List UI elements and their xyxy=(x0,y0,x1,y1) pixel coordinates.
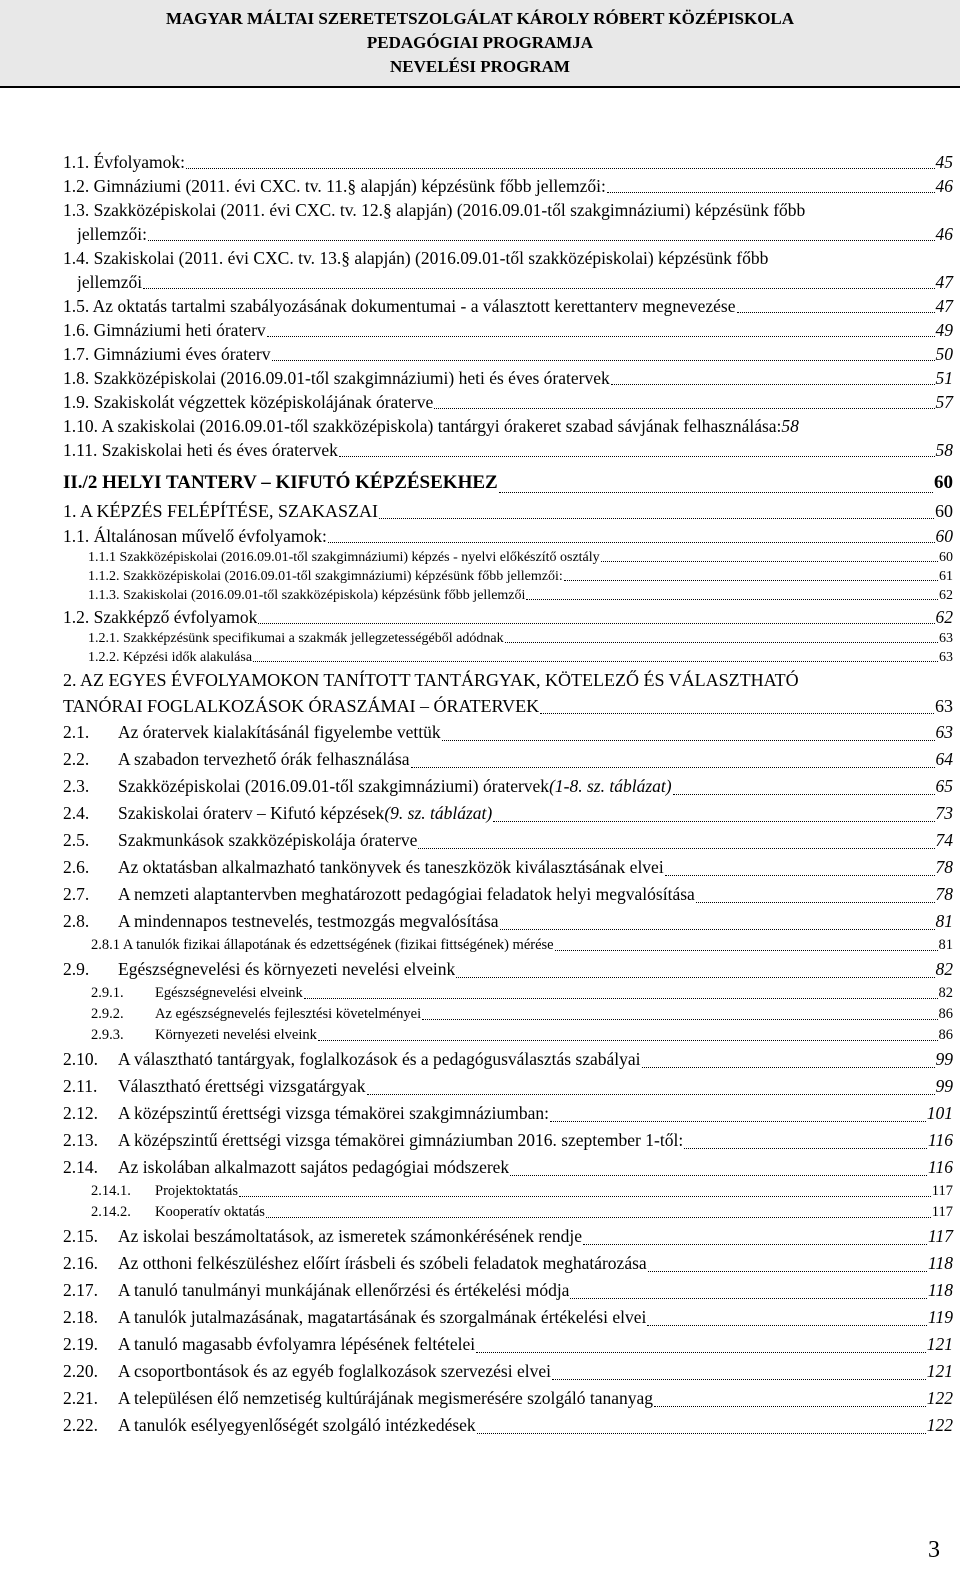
toc-entry[interactable]: 1.2.1. Szakképzésünk specifikumai a szakmák jellegzetességéből adódnak 63 xyxy=(88,631,953,646)
toc-page: 62 xyxy=(939,588,953,603)
toc-entry[interactable]: 2.8.1 A tanulók fizikai állapotának és edzettségének (fizikai fittségének) mérése 81 xyxy=(63,935,953,956)
toc-page: 116 xyxy=(928,1130,953,1150)
toc-entry[interactable]: 2.17. A tanuló tanulmányi munkájának ellenőrzési és értékelési módja 118 xyxy=(63,1277,953,1304)
toc-page: 82 xyxy=(938,985,953,1001)
toc-entry[interactable]: 1.10. A szakiskolai (2016.09.01-től szakközépiskola) tantárgyi órakeret szabad sávjának felhasználása: 58 xyxy=(63,416,799,436)
toc-page: 78 xyxy=(935,857,953,877)
toc-page: 60 xyxy=(935,526,953,546)
toc-entry[interactable]: 1.1. Általánosan művelő évfolyamok: 60 xyxy=(63,526,953,546)
toc-entry[interactable]: 2. AZ EGYES ÉVFOLYAMOKON TANÍTOTT TANTÁRGYAK, KÖTELEZŐ ÉS VÁLASZTHATÓ TANÓRAI FOGLALKOZÁSOK ÓRASZÁMAI – ÓRATERVEK 63 xyxy=(63,667,953,719)
toc-entry[interactable]: 2.15. Az iskolai beszámoltatások, az ismeretek számonkérésének rendje 117 xyxy=(63,1223,953,1250)
toc-page: 58 xyxy=(935,440,953,460)
toc-page: 65 xyxy=(935,776,953,796)
toc-page: 81 xyxy=(938,937,953,953)
toc-page: 122 xyxy=(926,1415,953,1435)
toc-page: 99 xyxy=(935,1076,953,1096)
toc-entry[interactable]: 2.1. Az óratervek kialakításánál figyelembe vettük 63 xyxy=(63,719,953,746)
toc-entry[interactable]: 1.11. Szakiskolai heti és éves óratervek 58 xyxy=(63,440,953,460)
toc-page: 60 xyxy=(934,472,953,493)
toc-entry[interactable]: 1.2. Gimnáziumi (2011. évi CXC. tv. 11.§ alapján) képzésünk főbb jellemzői: 46 xyxy=(63,176,953,196)
toc-page: 51 xyxy=(935,368,953,388)
toc-entry[interactable]: 2.7. A nemzeti alaptantervben meghatározott pedagógiai feladatok helyi megvalósítása 78 xyxy=(63,881,953,908)
toc-page: 117 xyxy=(931,1183,953,1199)
toc-entry[interactable]: 2.19. A tanuló magasabb évfolyamra lépésének feltételei 121 xyxy=(63,1331,953,1358)
toc-page: 46 xyxy=(935,224,953,244)
toc-entry[interactable]: 1.9. Szakiskolát végzettek középiskolájának óraterve 57 xyxy=(63,392,953,412)
toc-page: 63 xyxy=(939,650,953,665)
toc-page: 118 xyxy=(928,1280,953,1300)
toc-page: 117 xyxy=(928,1226,953,1246)
toc-entry[interactable]: 1.8. Szakközépiskolai (2016.09.01-től szakgimnáziumi) heti és éves óratervek 51 xyxy=(63,368,953,388)
toc-page: 118 xyxy=(928,1253,953,1273)
section-title: NEVELÉSI PROGRAM xyxy=(390,57,570,76)
toc-entry[interactable]: 2.18. A tanulók jutalmazásának, magatartásának és szorgalmának értékelési elvei 119 xyxy=(63,1304,953,1331)
toc-page: 74 xyxy=(935,830,953,850)
document-header xyxy=(0,0,960,88)
toc-page: 62 xyxy=(935,607,953,627)
toc-page: 45 xyxy=(935,152,953,172)
toc-entry[interactable]: 2.3. Szakközépiskolai (2016.09.01-től szakgimnáziumi) óratervek (1-8. sz. táblázat) 65 xyxy=(63,773,953,800)
toc-page: 63 xyxy=(935,696,953,716)
toc-page: 63 xyxy=(935,722,953,742)
toc-page: 101 xyxy=(926,1103,953,1123)
toc-entry[interactable]: 2.9. Egészségnevelési és környezeti nevelési elveink 82 xyxy=(63,956,953,983)
toc-entry[interactable]: 2.14.1. Projektoktatás 117 xyxy=(63,1181,953,1202)
toc-page: 63 xyxy=(939,631,953,646)
toc-page: 99 xyxy=(935,1049,953,1069)
toc-entry[interactable]: 2.9.3. Környezeti nevelési elveink 86 xyxy=(63,1025,953,1046)
toc-entry[interactable]: 2.5. Szakmunkások szakközépiskolája óraterve 74 xyxy=(63,827,953,854)
toc-entry[interactable]: 2.12. A középszintű érettségi vizsga témakörei szakgimnáziumban: 101 xyxy=(63,1100,953,1127)
page-number: 3 xyxy=(928,1537,940,1563)
toc-page: 119 xyxy=(928,1307,953,1327)
toc-entry[interactable]: 2.10. A választható tantárgyak, foglalkozások és a pedagógusválasztás szabályai 99 xyxy=(63,1046,953,1073)
toc-entry[interactable]: 2.9.1. Egészségnevelési elveink 82 xyxy=(63,983,953,1004)
toc-page: 117 xyxy=(931,1204,953,1220)
toc-page: 46 xyxy=(935,176,953,196)
toc-entry[interactable]: 1.2. Szakképző évfolyamok 62 xyxy=(63,607,953,627)
toc-page: 49 xyxy=(935,320,953,340)
toc-entry[interactable]: 2.14.2. Kooperatív oktatás 117 xyxy=(63,1202,953,1223)
toc-page: 86 xyxy=(938,1006,953,1022)
school-name: MAGYAR MÁLTAI SZERETETSZOLGÁLAT KÁROLY RÓBERT KÖZÉPISKOLA xyxy=(165,9,795,28)
toc-entry[interactable]: 2.14. Az iskolában alkalmazott sajátos pedagógiai módszerek 116 xyxy=(63,1154,953,1181)
toc-entry[interactable]: 1.4. Szakiskolai (2011. évi CXC. tv. 13.§ alapján) (2016.09.01-től szakközépiskolai) képzésünk főbb jellemzői 47 xyxy=(63,248,953,292)
toc-page: 64 xyxy=(935,749,953,769)
toc-page: 122 xyxy=(926,1388,953,1408)
toc-entry[interactable]: 1. A KÉPZÉS FELÉPÍTÉSE, SZAKASZAI 60 xyxy=(63,498,953,524)
toc-entry[interactable]: 2.11. Választható érettségi vizsgatárgyak 99 xyxy=(63,1073,953,1100)
toc-entry[interactable]: 2.9.2. Az egészségnevelés fejlesztési követelményei 86 xyxy=(63,1004,953,1025)
toc-entry[interactable]: 2.13. A középszintű érettségi vizsga témakörei gimnáziumban 2016. szeptember 1-től: 116 xyxy=(63,1127,953,1154)
toc-page: 57 xyxy=(935,392,953,412)
toc-page: 121 xyxy=(926,1361,953,1381)
toc-page: 58 xyxy=(781,416,799,436)
toc-entry[interactable]: 1.1.2. Szakközépiskolai (2016.09.01-től szakgimnáziumi) képzésünk főbb jellemzői: 61 xyxy=(88,569,953,584)
toc-entry[interactable]: 1.1. Évfolyamok: 45 xyxy=(63,152,953,172)
toc-entry[interactable]: 2.4. Szakiskolai óraterv – Kifutó képzések (9. sz. táblázat) 73 xyxy=(63,800,953,827)
toc-page: 60 xyxy=(935,501,953,521)
toc-page: 73 xyxy=(935,803,953,823)
toc-entry[interactable]: 2.21. A településen élő nemzetiség kultúrájának megismerésére szolgáló tananyag 122 xyxy=(63,1385,953,1412)
toc-page: 47 xyxy=(935,296,953,316)
toc-entry[interactable]: 1.1.1 Szakközépiskolai (2016.09.01-től szakgimnáziumi) képzés - nyelvi előkészítő osztály 60 xyxy=(88,550,953,565)
toc-entry[interactable]: 2.22. A tanulók esélyegyenlőségét szolgáló intézkedések 122 xyxy=(63,1412,953,1439)
program-title: PEDAGÓGIAI PROGRAMJA xyxy=(366,33,594,52)
toc-page: 82 xyxy=(935,959,953,979)
toc-page: 47 xyxy=(935,272,953,292)
table-of-contents xyxy=(63,150,953,1439)
toc-entry[interactable]: 2.16. Az otthoni felkészüléshez előírt írásbeli és szóbeli feladatok meghatározása 118 xyxy=(63,1250,953,1277)
toc-entry[interactable]: 1.1.3. Szakiskolai (2016.09.01-től szakközépiskola) képzésünk főbb jellemzői 62 xyxy=(88,588,953,603)
toc-entry[interactable]: II./2 HELYI TANTERV – KIFUTÓ KÉPZÉSEKHEZ 60 xyxy=(63,468,953,498)
toc-entry[interactable]: 2.8. A mindennapos testnevelés, testmozgás megvalósítása 81 xyxy=(63,908,953,935)
toc-page: 121 xyxy=(926,1334,953,1354)
toc-entry[interactable]: 1.7. Gimnáziumi éves óraterv 50 xyxy=(63,344,953,364)
toc-entry[interactable]: 2.20. A csoportbontások és az egyéb foglalkozások szervezési elvei 121 xyxy=(63,1358,953,1385)
toc-page: 50 xyxy=(935,344,953,364)
toc-page: 86 xyxy=(938,1027,953,1043)
toc-page: 78 xyxy=(935,884,953,904)
toc-page: 60 xyxy=(939,550,953,565)
toc-page: 61 xyxy=(939,569,953,584)
toc-entry[interactable]: 1.3. Szakközépiskolai (2011. évi CXC. tv. 12.§ alapján) (2016.09.01-től szakgimnáziumi) képzésünk főbb jellemzői: 46 xyxy=(63,200,953,244)
toc-entry[interactable]: 2.2. A szabadon tervezhető órák felhasználása 64 xyxy=(63,746,953,773)
toc-page: 81 xyxy=(935,911,953,931)
toc-entry[interactable]: 1.2.2. Képzési idők alakulása 63 xyxy=(88,650,953,665)
toc-page: 116 xyxy=(928,1157,953,1177)
toc-entry[interactable]: 1.6. Gimnáziumi heti óraterv 49 xyxy=(63,320,953,340)
toc-entry[interactable]: 1.5. Az oktatás tartalmi szabályozásának dokumentumai - a választott kerettanterv megnevezése 47 xyxy=(63,296,953,316)
toc-entry[interactable]: 2.6. Az oktatásban alkalmazható tankönyvek és taneszközök kiválasztásának elvei 78 xyxy=(63,854,953,881)
